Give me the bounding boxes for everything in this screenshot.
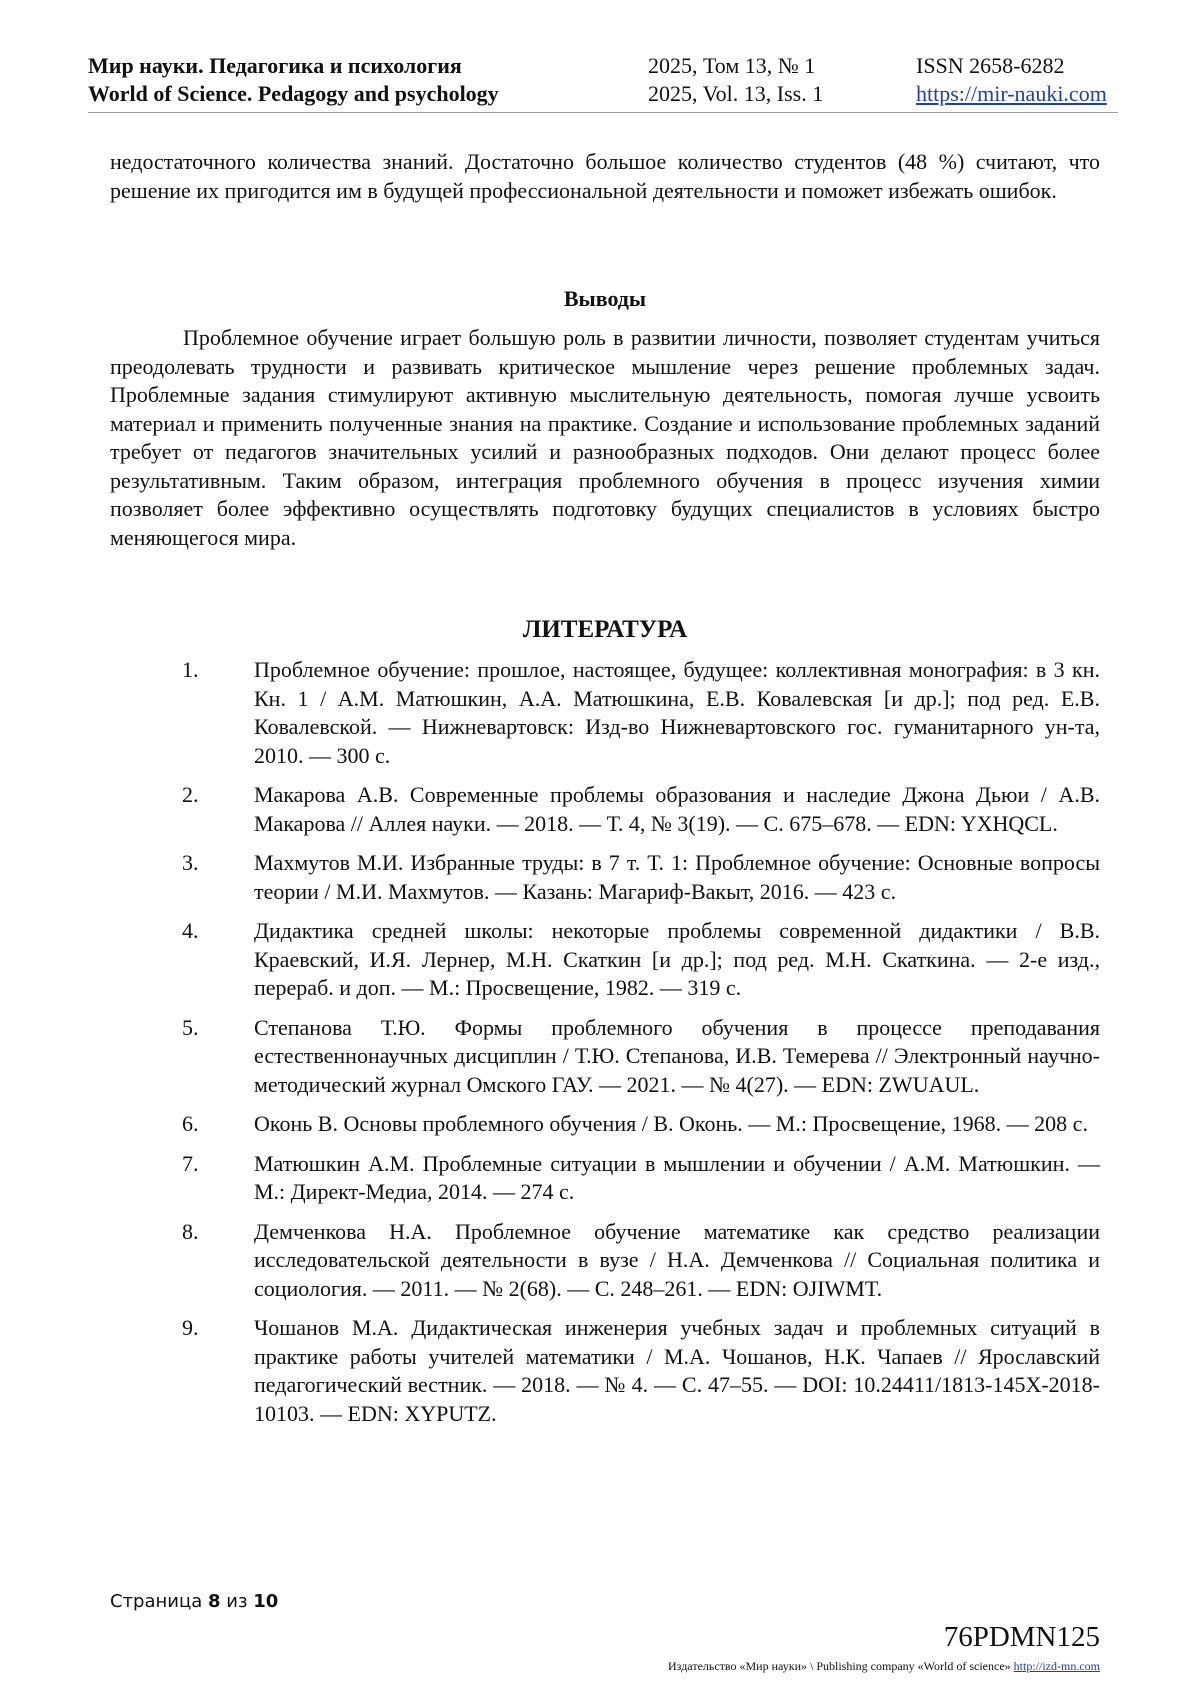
reference-number: 5. <box>182 1014 199 1040</box>
page-of: из <box>226 1591 248 1612</box>
reference-item <box>110 1150 1100 1207</box>
reference-item <box>110 849 1100 906</box>
publisher-link[interactable]: http://izd-mn.com <box>1013 1659 1100 1673</box>
reference-text: Чошанов М.А. Дидактическая инженерия учебных задач и проблемных ситуаций в практике работы учителей математики / М.А. Чошанов, Н.К. Чапаев // Ярославский педагогический вестник. — 2018. — № 4. — С. 47–55. — DOI: 10.24411/1813-145X-2018-10103. — EDN: XYPUTZ. <box>254 1315 1100 1426</box>
reference-number: 3. <box>182 850 199 875</box>
reference-text: Матюшкин А.М. Проблемные ситуации в мышлении и обучении / А.М. Матюшкин. — М.: Директ-Медиа, 2014. — 274 с. <box>254 1150 1100 1204</box>
reference-number: 9. <box>182 1315 199 1340</box>
intro-paragraph: недостаточного количества знаний. Достаточно большое количество студентов (48 %) считают, что решение их пригодится им в будущей профессиональной деятельности и поможет избежать ошибок. <box>110 149 1100 203</box>
page-total: 10 <box>253 1591 279 1612</box>
reference-number: 6. <box>182 1111 199 1136</box>
reference-number: 2. <box>182 782 199 807</box>
reference-item <box>110 1014 1100 1100</box>
reference-text: Демченкова Н.А. Проблемное обучение математике как средство реализации исследовательской деятельности в вузе / Н.А. Демченкова // Социальная политика и социология. — 2011. — № 2(68). — С. 248–261. — EDN: OJIWMT. <box>254 1218 1100 1301</box>
issn: ISSN 2658-6282 <box>916 53 1065 78</box>
journal-header <box>88 52 1118 113</box>
publisher-line <box>668 1658 1100 1674</box>
journal-title-ru: Мир науки. Педагогика и психология <box>88 53 462 78</box>
reference-item <box>110 781 1100 838</box>
reference-item <box>110 1314 1100 1428</box>
reference-item <box>110 656 1100 770</box>
article-code: 76PDMN125 <box>943 1621 1100 1653</box>
reference-item <box>110 1110 1100 1139</box>
conclusions-heading: Выводы <box>563 286 647 311</box>
reference-number: 8. <box>182 1218 199 1244</box>
reference-text: Проблемное обучение: прошлое, настоящее, будущее: коллективная монография: в 3 кн. Кн. 1 / А.М. Матюшкин, А.А. Матюшкина, Е.В. Ковалевская [и др.]; под ред. Е.В. Ковалевской. — Нижневартовск: Изд-во Нижневартовского гос. гуманитарного ун-та, 2010. — 300 с. <box>254 657 1100 768</box>
reference-text: Макарова А.В. Современные проблемы образования и наследие Джона Дьюи / А.В. Макарова // Аллея науки. — 2018. — Т. 4, № 3(19). — С. 675–678. — EDN: YXHQCL. <box>254 782 1100 836</box>
reference-list <box>110 656 1100 1439</box>
page-number <box>110 1590 278 1614</box>
header-row-en <box>88 80 1118 108</box>
journal-title-en: World of Science. Pedagogy and psychology <box>88 81 499 106</box>
issue-info-en: 2025, Vol. 13, Iss. 1 <box>648 81 824 106</box>
reference-text: Оконь В. Основы проблемного обучения / В. Оконь. — М.: Просвещение, 1968. — 208 с. <box>254 1111 1088 1136</box>
conclusions-paragraph: Проблемное обучение играет большую роль в развитии личности, позволяет студентам учиться преодолевать трудности и развивать критическое мышление через решение проблемных задач. Проблемные задания стимулируют активную мыслительную деятельность, помогая лучше усвоить материал и применить полученные знания на практике. Создание и использование проблемных заданий требует от педагогов значительных усилий и разнообразных подходов. Они делают процесс более результативным. Таким образом, интеграция проблемного обучения в процесс изучения химии позволяет более эффективно осуществлять подготовку будущих специалистов в условиях быстро меняющегося мира. <box>110 325 1100 550</box>
issue-info-ru: 2025, Том 13, № 1 <box>648 53 816 78</box>
reference-number: 7. <box>182 1150 199 1176</box>
reference-text: Махмутов М.И. Избранные труды: в 7 т. Т. 1: Проблемное обучение: Основные вопросы теории / М.И. Махмутов. — Казань: Магариф-Вакыт, 2016. — 423 с. <box>254 850 1100 904</box>
reference-number: 1. <box>182 657 199 682</box>
references-heading: ЛИТЕРАТУРА <box>522 616 688 643</box>
page-word: Страница <box>110 1591 203 1612</box>
page-current: 8 <box>208 1591 221 1612</box>
reference-item <box>110 917 1100 1003</box>
publisher-text: Издательство «Мир науки» \ Publishing company «World of science» <box>668 1659 1011 1673</box>
header-row-ru <box>88 52 1118 80</box>
journal-website-link[interactable]: https://mir-nauki.com <box>916 81 1107 106</box>
reference-number: 4. <box>182 918 199 943</box>
reference-item <box>110 1218 1100 1304</box>
reference-text: Дидактика средней школы: некоторые проблемы современной дидактики / В.В. Краевский, И.Я. Лернер, М.Н. Скаткин [и др.]; под ред. М.Н. Скаткина. — 2-е изд., перераб. и доп. — М.: Просвещение, 1982. — 319 с. <box>254 918 1100 1000</box>
reference-text: Степанова Т.Ю. Формы проблемного обучения в процессе преподавания естественнонаучных дисциплин / Т.Ю. Степанова, И.В. Темерева // Электронный научно-методический журнал Омского ГАУ. — 2021. — № 4(27). — EDN: ZWUAUL. <box>254 1014 1100 1097</box>
